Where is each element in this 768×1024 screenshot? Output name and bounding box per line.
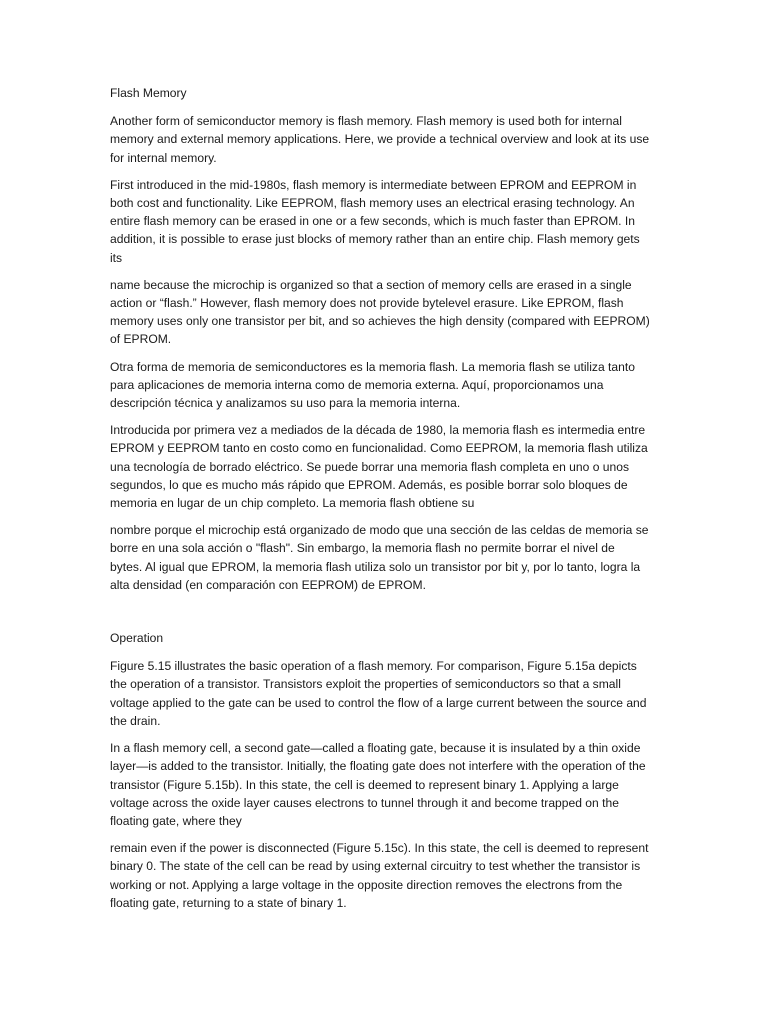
paragraph: First introduced in the mid-1980s, flash memory is intermediate between EPROM and EEPROM in both cost and functionality. Like EEPROM, flash memory uses an electrical erasing technology. An entire flash memory can be erased in one or a few seconds, which is much faster than EPROM. In addition, it is possible to erase just blocks of memory rather than an entire chip. Flash memory gets its xyxy=(110,177,640,265)
paragraph: nombre porque el microchip está organizado de modo que una sección de las celdas de memoria se borre en una sola acción o "flash". Sin embargo, la memoria flash no permite borrar el nivel de bytes. Al igual que EPROM, la memoria flash utiliza solo un transistor por bit y, por lo tanto, logra la alta densidad (en comparación con EEPROM) de EPROM. xyxy=(110,523,649,592)
paragraph: Otra forma de memoria de semiconductores es la memoria flash. La memoria flash se utiliza tanto para aplicaciones de memoria interna como de memoria externa. Aquí, proporcionamos una descripción técnica y analizamos su uso para la memoria interna. xyxy=(110,359,635,411)
paragraph: Figure 5.15 illustrates the basic operation of a flash memory. For comparison, Figure 5.15a depicts the operation of a transistor. Transistors exploit the properties of semiconductors so that a small voltage applied to the gate can be used to control the flow of a large current between the source and the drain. xyxy=(110,659,647,728)
paragraph: Introducida por primera vez a mediados de la década de 1980, la memoria flash es intermedia entre EPROM y EEPROM tanto en costo como en funcionalidad. Como EEPROM, la memoria flash utiliza una tecnología de borrado eléctrico. Se puede borrar una memoria flash completa en uno o unos segundos, lo que es mucho más rápido que EPROM. Además, es posible borrar solo bloques de memoria en lugar de un chip completo. La memoria flash obtiene su xyxy=(110,423,648,511)
section-spacer xyxy=(110,603,650,629)
paragraph: name because the microchip is organized so that a section of memory cells are erased in a single action or “flash.” However, flash memory does not provide bytelevel erasure. Like EPROM, flash memory uses only one transistor per bit, and so achieves the high density (compared with EEPROM) of EPROM. xyxy=(110,277,650,347)
paragraph: In a flash memory cell, a second gate—called a floating gate, because it is insulated by a thin oxide layer—is added to the transistor. Initially, the floating gate does not interfere with the operation of the transistor (Figure 5.15b). In this state, the cell is deemed to represent binary 1. Applying a large voltage across the oxide layer causes electrons to tunnel through it and become trapped on the floating gate, where they xyxy=(110,741,646,828)
section-title-flash-memory: Flash Memory xyxy=(110,86,187,100)
section-title-operation: Operation xyxy=(110,631,164,646)
paragraph: remain even if the power is disconnected (Figure 5.15c). In this state, the cell is deemed to represent binary 0. The state of the cell can be read by using external circuitry to test whether the transistor is working or not. Applying a large voltage in the opposite direction removes the electrons from the floating gate, returning to a state of binary 1. xyxy=(110,841,649,910)
paragraph: Another form of semiconductor memory is flash memory. Flash memory is used both for internal memory and external memory applications. Here, we provide a technical overview and look at its use for internal memory. xyxy=(110,114,650,165)
document-page xyxy=(110,84,650,921)
